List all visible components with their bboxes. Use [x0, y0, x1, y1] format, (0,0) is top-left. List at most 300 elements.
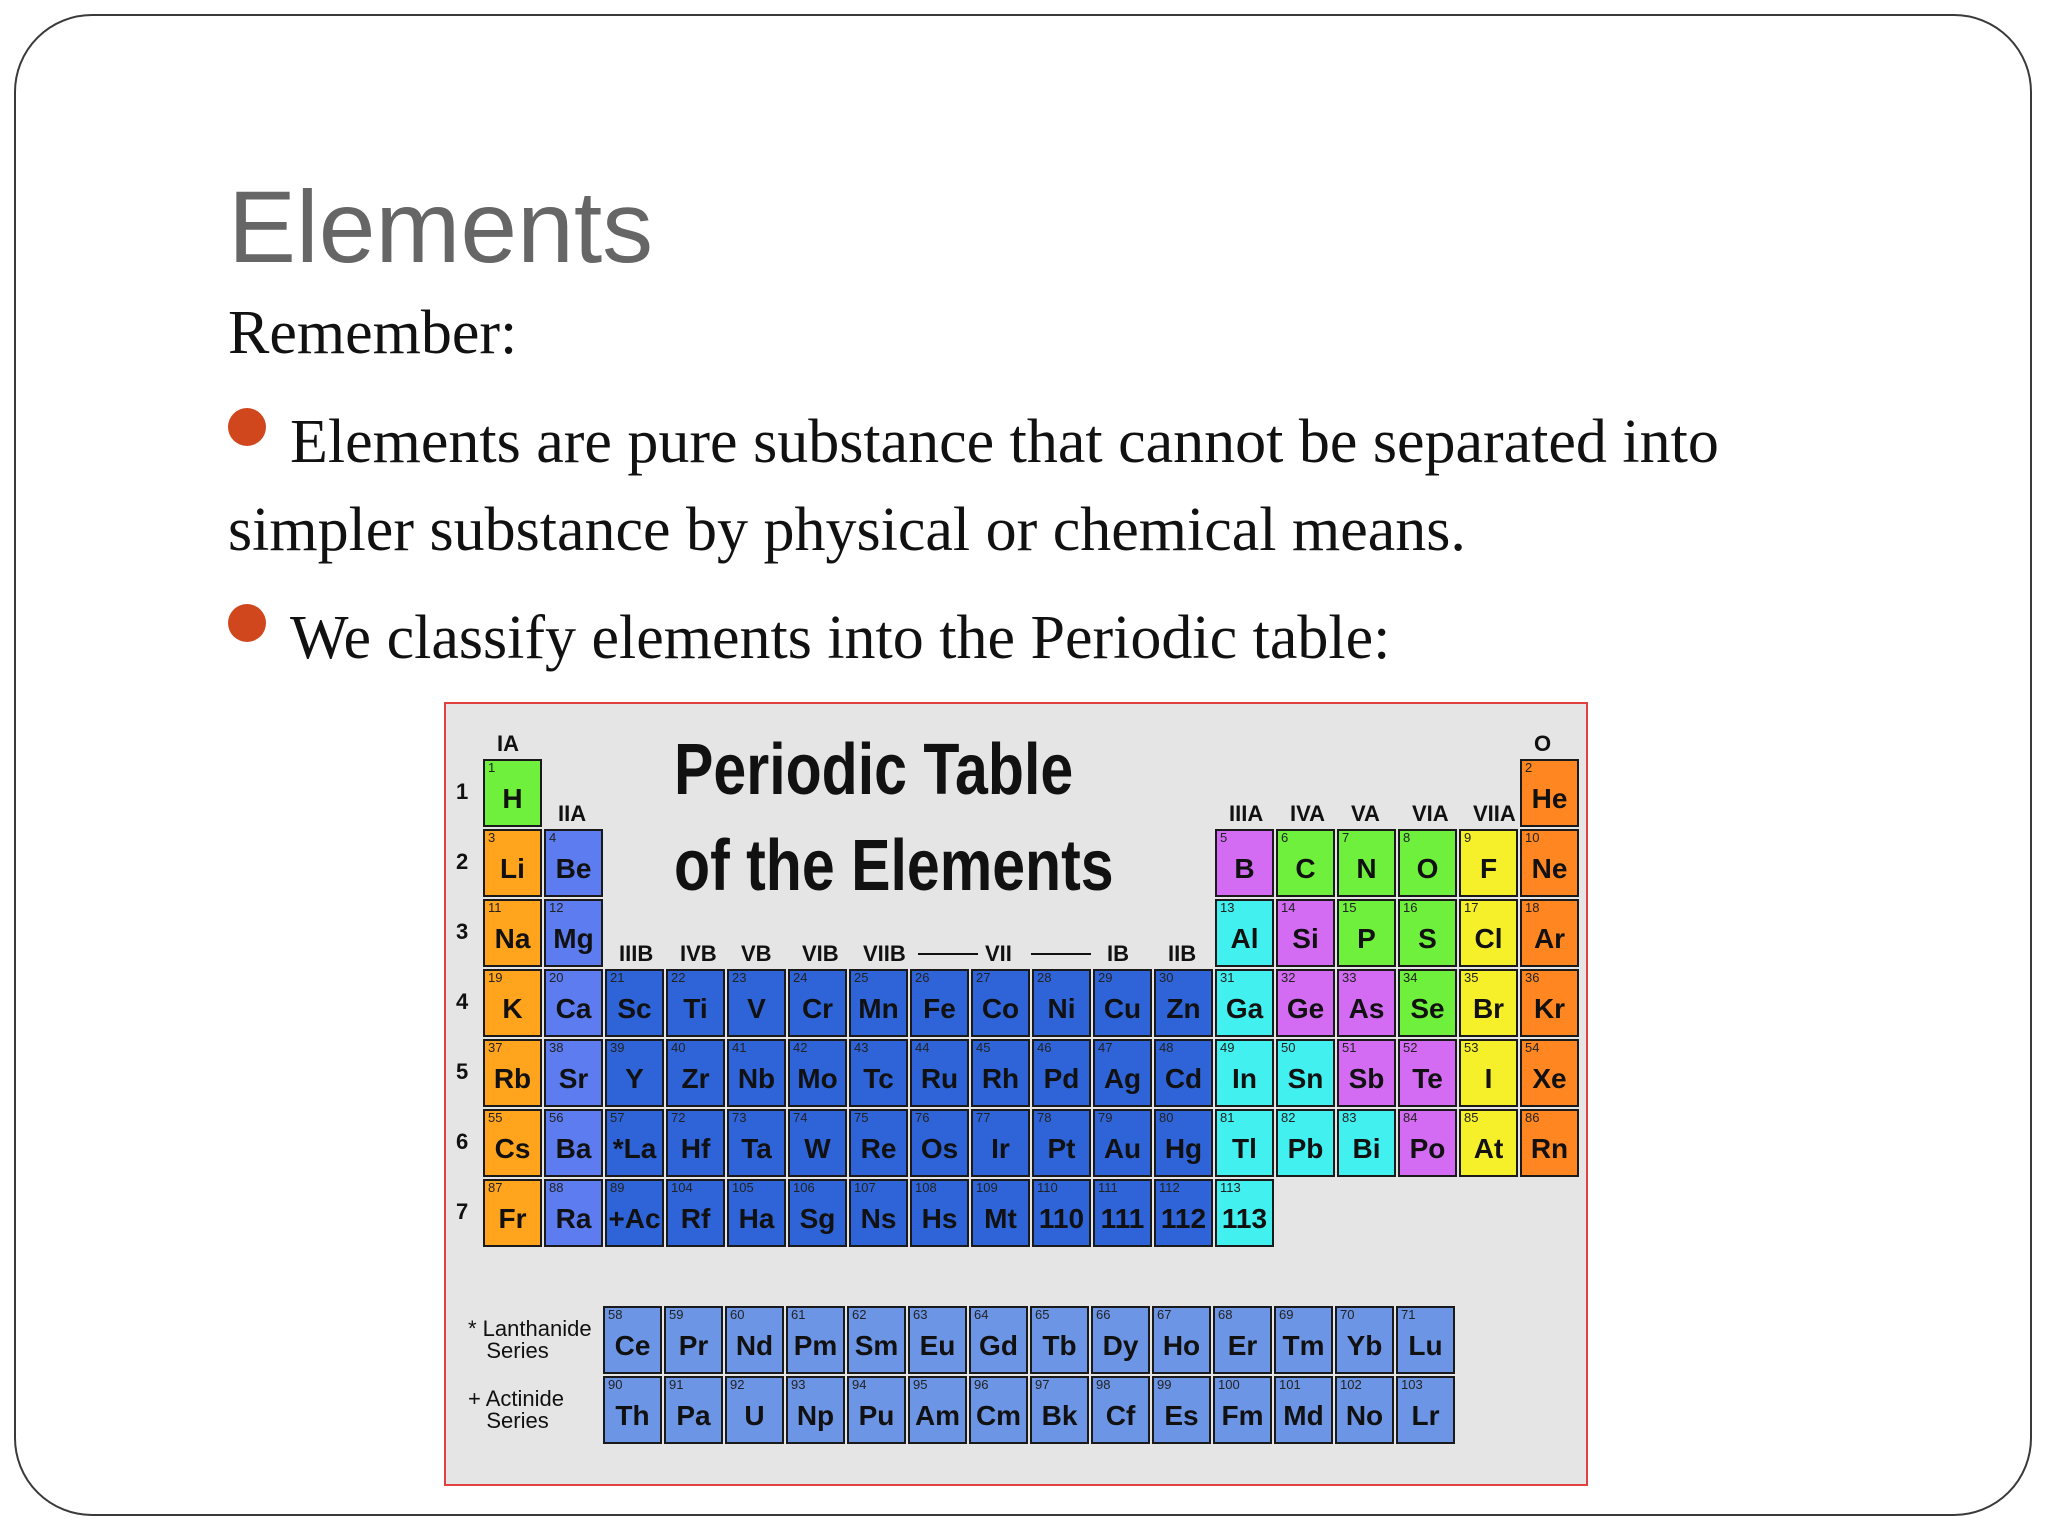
element-symbol: Cd [1164, 1063, 1203, 1094]
element-cell-85 [1459, 1109, 1518, 1177]
element-symbol: Ha [738, 1203, 775, 1234]
periodic-table-title: of the Elements [674, 826, 1114, 906]
element-symbol: Gd [979, 1330, 1018, 1361]
period-label: 6 [456, 1129, 469, 1154]
element-symbol: Al [1230, 923, 1259, 954]
element-cell-1 [483, 759, 542, 827]
slide-subtitle: Remember: [228, 299, 518, 367]
period-label: 4 [456, 989, 469, 1014]
period-label: 2 [456, 849, 469, 874]
element-atomic-number: 14 [1281, 900, 1296, 915]
element-cell-84 [1398, 1109, 1457, 1177]
element-cell-47 [1093, 1039, 1152, 1107]
group-label: IA [497, 731, 519, 756]
element-cell-59 [664, 1306, 723, 1374]
element-cell-78 [1032, 1109, 1091, 1177]
element-atomic-number: 13 [1220, 900, 1235, 915]
element-symbol: Mo [797, 1063, 838, 1094]
element-atomic-number: 110 [1037, 1180, 1058, 1195]
element-symbol: Os [920, 1133, 959, 1164]
element-cell-65 [1030, 1306, 1089, 1374]
element-symbol: F [1479, 853, 1498, 884]
element-atomic-number: 97 [1035, 1377, 1050, 1392]
element-atomic-number: 45 [976, 1040, 991, 1055]
element-cell-38 [544, 1039, 603, 1107]
element-symbol: Ne [1531, 853, 1568, 884]
element-cell-46 [1032, 1039, 1091, 1107]
element-symbol: Fm [1221, 1400, 1264, 1431]
element-cell-20 [544, 969, 603, 1037]
element-symbol: Sb [1348, 1063, 1385, 1094]
periodic-table-grid [446, 704, 1586, 1484]
element-cell-29 [1093, 969, 1152, 1037]
element-atomic-number: 98 [1096, 1377, 1111, 1392]
element-cell-95 [908, 1376, 967, 1444]
element-cell-88 [544, 1179, 603, 1247]
element-cell-64 [969, 1306, 1028, 1374]
group-bracket-line [918, 953, 978, 955]
element-atomic-number: 81 [1220, 1110, 1235, 1125]
element-symbol: Sc [617, 993, 652, 1024]
element-cell-91 [664, 1376, 723, 1444]
element-atomic-number: 80 [1159, 1110, 1174, 1125]
element-symbol: 113 [1221, 1203, 1268, 1234]
element-atomic-number: 9 [1464, 830, 1472, 845]
element-atomic-number: 52 [1403, 1040, 1418, 1055]
group-label: IVA [1290, 801, 1326, 826]
element-cell-106 [788, 1179, 847, 1247]
element-atomic-number: 106 [793, 1180, 815, 1195]
element-symbol: Ti [683, 993, 708, 1024]
element-symbol: B [1234, 853, 1255, 884]
element-symbol: Eu [919, 1330, 956, 1361]
element-atomic-number: 62 [852, 1307, 867, 1322]
element-cell-25 [849, 969, 908, 1037]
element-symbol: U [744, 1400, 765, 1431]
element-atomic-number: 107 [854, 1180, 876, 1195]
element-symbol: Cm [975, 1400, 1022, 1431]
element-atomic-number: 94 [852, 1377, 867, 1392]
element-cell-34 [1398, 969, 1457, 1037]
element-symbol: Am [914, 1400, 961, 1431]
element-cell-99 [1152, 1376, 1211, 1444]
group-label: VB [741, 941, 772, 966]
element-cell-73 [727, 1109, 786, 1177]
element-atomic-number: 50 [1281, 1040, 1296, 1055]
element-atomic-number: 47 [1098, 1040, 1113, 1055]
element-cell-98 [1091, 1376, 1150, 1444]
element-symbol: *La [612, 1133, 657, 1164]
element-symbol: Pr [678, 1330, 709, 1361]
lanthanide-series-label: * Lanthanide Series [468, 1316, 592, 1363]
element-atomic-number: 91 [669, 1377, 684, 1392]
element-symbol: Nd [735, 1330, 774, 1361]
element-atomic-number: 65 [1035, 1307, 1050, 1322]
element-atomic-number: 53 [1464, 1040, 1479, 1055]
slide-title: Elements [228, 170, 654, 284]
element-atomic-number: 56 [549, 1110, 564, 1125]
element-symbol: Ca [555, 993, 592, 1024]
element-cell-18 [1520, 899, 1579, 967]
element-cell-13 [1215, 899, 1274, 967]
element-cell-63 [908, 1306, 967, 1374]
element-symbol: Tc [863, 1063, 894, 1094]
element-symbol: As [1348, 993, 1385, 1024]
element-symbol: Rh [981, 1063, 1020, 1094]
element-atomic-number: 99 [1157, 1377, 1172, 1392]
element-symbol: Y [625, 1063, 644, 1094]
element-cell-53 [1459, 1039, 1518, 1107]
element-atomic-number: 111 [1098, 1180, 1118, 1195]
element-atomic-number: 27 [976, 970, 991, 985]
element-cell-3 [483, 829, 542, 897]
element-symbol: Th [615, 1400, 650, 1431]
element-atomic-number: 5 [1220, 830, 1228, 845]
element-symbol: Sg [799, 1203, 836, 1234]
element-atomic-number: 95 [913, 1377, 928, 1392]
element-cell-15 [1337, 899, 1396, 967]
element-cell-43 [849, 1039, 908, 1107]
element-atomic-number: 78 [1037, 1110, 1052, 1125]
element-atomic-number: 17 [1464, 900, 1479, 915]
element-cell-40 [666, 1039, 725, 1107]
element-cell-9 [1459, 829, 1518, 897]
element-symbol: Sm [854, 1330, 899, 1361]
element-atomic-number: 38 [549, 1040, 564, 1055]
element-cell-75 [849, 1109, 908, 1177]
element-symbol: Mg [553, 923, 594, 954]
element-symbol: Cu [1103, 993, 1142, 1024]
element-atomic-number: 105 [732, 1180, 754, 1195]
element-symbol: Ga [1225, 993, 1264, 1024]
element-atomic-number: 36 [1525, 970, 1540, 985]
element-symbol: Li [500, 853, 525, 884]
element-symbol: Er [1227, 1330, 1258, 1361]
element-cell-74 [788, 1109, 847, 1177]
element-atomic-number: 64 [974, 1307, 989, 1322]
element-atomic-number: 30 [1159, 970, 1174, 985]
element-cell-5 [1215, 829, 1274, 897]
element-cell-56 [544, 1109, 603, 1177]
element-atomic-number: 76 [915, 1110, 930, 1125]
element-symbol: Dy [1102, 1330, 1139, 1361]
element-cell-36 [1520, 969, 1579, 1037]
element-atomic-number: 11 [488, 900, 502, 915]
element-atomic-number: 93 [791, 1377, 806, 1392]
element-cell-16 [1398, 899, 1457, 967]
element-atomic-number: 75 [854, 1110, 869, 1125]
element-symbol: Lr [1411, 1400, 1440, 1431]
element-atomic-number: 2 [1525, 760, 1533, 775]
element-atomic-number: 68 [1218, 1307, 1233, 1322]
element-atomic-number: 69 [1279, 1307, 1294, 1322]
element-atomic-number: 1 [488, 760, 496, 775]
element-cell-101 [1274, 1376, 1333, 1444]
element-cell-26 [910, 969, 969, 1037]
element-atomic-number: 96 [974, 1377, 989, 1392]
element-cell-80 [1154, 1109, 1213, 1177]
element-cell-72 [666, 1109, 725, 1177]
element-cell-31 [1215, 969, 1274, 1037]
element-cell-48 [1154, 1039, 1213, 1107]
element-symbol: Si [1292, 923, 1319, 954]
element-symbol: Te [1412, 1063, 1443, 1094]
element-cell-83 [1337, 1109, 1396, 1177]
element-atomic-number: 10 [1525, 830, 1540, 845]
element-symbol: Ho [1162, 1330, 1201, 1361]
element-symbol: Ni [1047, 993, 1076, 1024]
element-symbol: Nb [737, 1063, 776, 1094]
element-symbol: Hs [921, 1203, 958, 1234]
element-atomic-number: 60 [730, 1307, 745, 1322]
element-symbol: Ra [555, 1203, 592, 1234]
element-cell-93 [786, 1376, 845, 1444]
element-atomic-number: 84 [1403, 1110, 1418, 1125]
element-cell-70 [1335, 1306, 1394, 1374]
periodic-table-title: Periodic Table [674, 730, 1074, 810]
element-atomic-number: 3 [488, 830, 496, 845]
element-symbol: Hg [1164, 1133, 1203, 1164]
actinide-series-label: + Actinide Series [468, 1386, 565, 1433]
element-cell-113 [1215, 1179, 1274, 1247]
element-atomic-number: 77 [976, 1110, 991, 1125]
period-label: 3 [456, 919, 469, 944]
element-cell-44 [910, 1039, 969, 1107]
element-cell-105 [727, 1179, 786, 1247]
element-cell-94 [847, 1376, 906, 1444]
element-cell-62 [847, 1306, 906, 1374]
element-atomic-number: 35 [1464, 970, 1479, 985]
element-cell-39 [605, 1039, 664, 1107]
element-cell-27 [971, 969, 1030, 1037]
element-symbol: Sr [558, 1063, 589, 1094]
element-atomic-number: 39 [610, 1040, 625, 1055]
period-label: 5 [456, 1059, 469, 1084]
element-symbol: Fe [923, 993, 956, 1024]
element-cell-96 [969, 1376, 1028, 1444]
element-symbol: Co [981, 993, 1020, 1024]
element-symbol: O [1416, 853, 1439, 884]
element-symbol: Mt [984, 1203, 1017, 1234]
element-cell-109 [971, 1179, 1030, 1247]
element-atomic-number: 12 [549, 900, 564, 915]
element-atomic-number: 31 [1220, 970, 1235, 985]
element-symbol: Rn [1530, 1133, 1569, 1164]
element-cell-103 [1396, 1376, 1455, 1444]
group-label: O [1534, 731, 1552, 756]
element-cell-55 [483, 1109, 542, 1177]
element-cell-24 [788, 969, 847, 1037]
period-label: 7 [456, 1199, 469, 1224]
element-atomic-number: 41 [732, 1040, 747, 1055]
element-cell-54 [1520, 1039, 1579, 1107]
element-symbol: +Ac [608, 1203, 661, 1234]
element-symbol: Kr [1533, 993, 1566, 1024]
element-symbol: Np [796, 1400, 835, 1431]
bullet-text: Elements are pure substance that cannot be separated into simpler substance by physical or chemical means. [228, 408, 1719, 564]
element-atomic-number: 66 [1096, 1307, 1111, 1322]
element-symbol: Md [1283, 1400, 1324, 1431]
element-cell-77 [971, 1109, 1030, 1177]
element-atomic-number: 86 [1525, 1110, 1540, 1125]
element-atomic-number: 79 [1098, 1110, 1113, 1125]
element-cell-35 [1459, 969, 1518, 1037]
element-atomic-number: 44 [915, 1040, 930, 1055]
element-cell-97 [1030, 1376, 1089, 1444]
element-cell-104 [666, 1179, 725, 1247]
element-atomic-number: 101 [1279, 1377, 1301, 1392]
element-symbol: Tl [1232, 1133, 1257, 1164]
element-symbol: N [1356, 853, 1377, 884]
group-label: VA [1351, 801, 1380, 826]
element-cell-68 [1213, 1306, 1272, 1374]
group-label: IIA [558, 801, 587, 826]
element-atomic-number: 59 [669, 1307, 684, 1322]
element-atomic-number: 18 [1525, 900, 1540, 915]
group-label: VII [985, 941, 1012, 966]
element-symbol: Sn [1287, 1063, 1324, 1094]
element-cell-41 [727, 1039, 786, 1107]
element-symbol: Pm [793, 1330, 838, 1361]
element-cell-92 [725, 1376, 784, 1444]
element-atomic-number: 90 [608, 1377, 623, 1392]
element-symbol: H [502, 783, 523, 814]
element-symbol: Ag [1103, 1063, 1142, 1094]
element-atomic-number: 58 [608, 1307, 623, 1322]
element-symbol: Hf [680, 1133, 711, 1164]
element-cell-10 [1520, 829, 1579, 897]
element-atomic-number: 57 [610, 1110, 625, 1125]
element-symbol: Pb [1287, 1133, 1324, 1164]
bullet-text: We classify elements into the Periodic table: [290, 604, 1391, 672]
group-label: VIIA [1473, 801, 1516, 826]
element-atomic-number: 82 [1281, 1110, 1296, 1125]
element-cell-81 [1215, 1109, 1274, 1177]
element-symbol: Ar [1533, 923, 1566, 954]
element-cell-86 [1520, 1109, 1579, 1177]
element-atomic-number: 102 [1340, 1377, 1362, 1392]
element-cell-30 [1154, 969, 1213, 1037]
element-symbol: Bi [1352, 1133, 1381, 1164]
element-cell-17 [1459, 899, 1518, 967]
element-cell-33 [1337, 969, 1396, 1037]
element-cell-49 [1215, 1039, 1274, 1107]
element-symbol: Cs [494, 1133, 531, 1164]
element-symbol: Fr [498, 1203, 527, 1234]
element-symbol: Br [1472, 993, 1505, 1024]
element-symbol: 111 [1100, 1203, 1145, 1234]
element-symbol: V [747, 993, 766, 1024]
element-symbol: 110 [1038, 1203, 1085, 1234]
element-cell-57 [605, 1109, 664, 1177]
element-cell-21 [605, 969, 664, 1037]
group-label: IIB [1168, 941, 1197, 966]
element-symbol: Cl [1474, 923, 1503, 954]
element-cell-79 [1093, 1109, 1152, 1177]
element-symbol: Lu [1408, 1330, 1443, 1361]
element-cell-6 [1276, 829, 1335, 897]
element-atomic-number: 100 [1218, 1377, 1240, 1392]
group-label: IB [1107, 941, 1129, 966]
element-cell-112 [1154, 1179, 1213, 1247]
element-cell-32 [1276, 969, 1335, 1037]
element-cell-60 [725, 1306, 784, 1374]
element-atomic-number: 112 [1159, 1180, 1180, 1195]
element-cell-100 [1213, 1376, 1272, 1444]
element-atomic-number: 28 [1037, 970, 1052, 985]
element-atomic-number: 7 [1342, 830, 1350, 845]
element-symbol: Ru [920, 1063, 959, 1094]
element-symbol: Na [494, 923, 531, 954]
element-symbol: Es [1164, 1400, 1199, 1431]
element-cell-61 [786, 1306, 845, 1374]
element-symbol: K [502, 993, 523, 1024]
element-atomic-number: 4 [549, 830, 557, 845]
element-cell-110 [1032, 1179, 1091, 1247]
periodic-table-figure [444, 702, 1588, 1486]
element-atomic-number: 85 [1464, 1110, 1479, 1125]
element-atomic-number: 49 [1220, 1040, 1235, 1055]
element-atomic-number: 22 [671, 970, 686, 985]
element-atomic-number: 89 [610, 1180, 625, 1195]
element-symbol: Cr [801, 993, 834, 1024]
element-cell-69 [1274, 1306, 1333, 1374]
period-label: 1 [456, 779, 469, 804]
element-symbol: I [1484, 1063, 1493, 1094]
element-atomic-number: 104 [671, 1180, 693, 1195]
element-symbol: Ir [991, 1133, 1010, 1164]
element-atomic-number: 67 [1157, 1307, 1172, 1322]
group-label: VIIB [863, 941, 906, 966]
element-cell-45 [971, 1039, 1030, 1107]
element-symbol: Ce [614, 1330, 651, 1361]
element-atomic-number: 23 [732, 970, 747, 985]
element-atomic-number: 43 [854, 1040, 869, 1055]
group-label: VIB [802, 941, 839, 966]
element-cell-2 [1520, 759, 1579, 827]
element-cell-76 [910, 1109, 969, 1177]
element-symbol: Be [555, 853, 592, 884]
group-bracket-line [1031, 953, 1091, 955]
element-symbol: Tm [1282, 1330, 1325, 1361]
element-cell-89 [605, 1179, 664, 1247]
element-cell-50 [1276, 1039, 1335, 1107]
element-symbol: Ns [860, 1203, 897, 1234]
element-atomic-number: 24 [793, 970, 808, 985]
element-cell-12 [544, 899, 603, 967]
element-symbol: C [1295, 853, 1316, 884]
element-symbol: No [1345, 1400, 1384, 1431]
group-label: IVB [680, 941, 717, 966]
element-symbol: Au [1103, 1133, 1142, 1164]
element-atomic-number: 109 [976, 1180, 998, 1195]
element-atomic-number: 34 [1403, 970, 1418, 985]
element-symbol: Rf [680, 1203, 711, 1234]
element-symbol: S [1418, 923, 1437, 954]
element-symbol: W [804, 1133, 831, 1164]
element-cell-111 [1093, 1179, 1152, 1247]
element-atomic-number: 54 [1525, 1040, 1540, 1055]
element-symbol: Yb [1346, 1330, 1383, 1361]
element-symbol: Zn [1166, 993, 1201, 1024]
element-symbol: Re [860, 1133, 897, 1164]
group-label: IIIA [1229, 801, 1264, 826]
element-cell-23 [727, 969, 786, 1037]
element-cell-90 [603, 1376, 662, 1444]
element-symbol: In [1232, 1063, 1257, 1094]
element-atomic-number: 88 [549, 1180, 564, 1195]
element-symbol: Ta [741, 1133, 772, 1164]
